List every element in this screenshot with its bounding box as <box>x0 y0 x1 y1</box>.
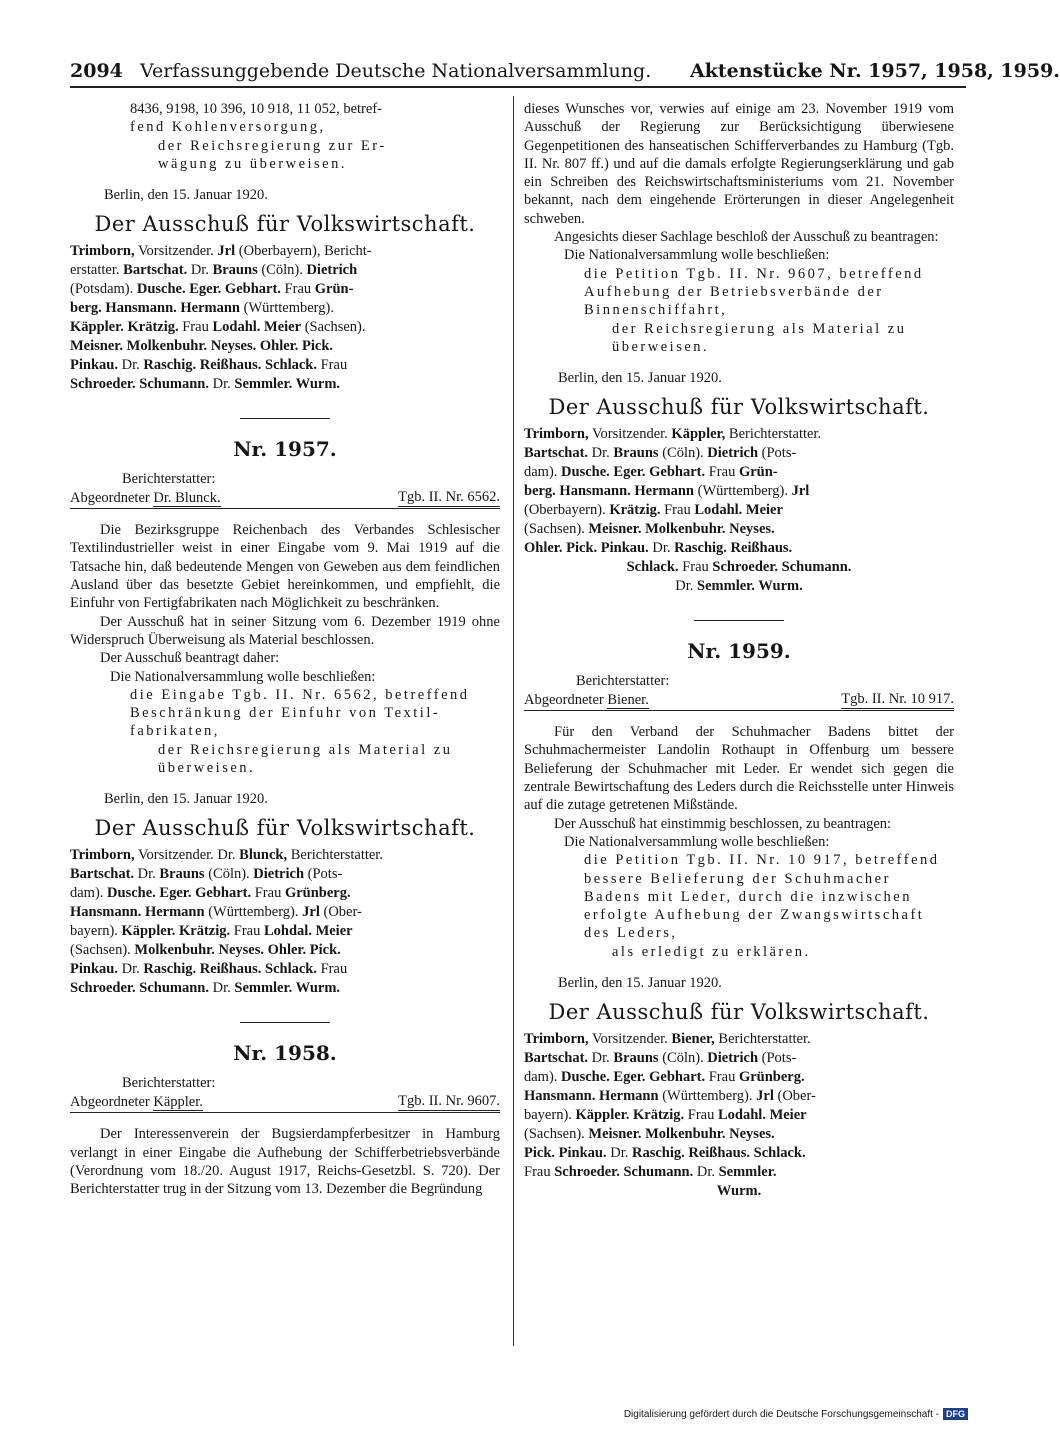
rapporteur-name: Dr. Blunck. <box>153 490 221 507</box>
body-paragraph: Für den Verband der Schuhmacher Badens bittet der Schuhmachermeister Landolin Rothaupt in Offenburg um bessere Belieferung der Schuhmacher mit Leder. Er wendet sich gegen die zentrale Bewirtschaftung des Leders durch die Reichsstelle unter Hinweis auf die zutage getretenen Mißstände. <box>524 724 954 814</box>
rapporteur-label: Berichterstatter: <box>122 471 216 488</box>
journal-number: Tgb. II. Nr. 10 917. <box>841 691 954 708</box>
journal-number: Tgb. II. Nr. 9607. <box>398 1093 500 1110</box>
section-title-1958: Nr. 1958. <box>233 1041 337 1066</box>
petition-line: Binnenschiffahrt, <box>584 302 728 319</box>
body-paragraph: Die Bezirksgruppe Reichenbach des Verbandes Schlesischer Textilindustrieller weist in einer Eingabe vom 9. Mai 1919 auf die Tatsache hin, daß bedeutende Mengen von Geweben aus dem feindlichen Ausland über das besetzte Gebiet hereinkommen, und empfiehlt, die Einfuhr von Fertigfabrikaten nach Möglichkeit zu beschränken. <box>70 522 500 612</box>
header-rule <box>70 86 966 88</box>
petition-line: die Eingabe Tgb. II. Nr. 6562, betreffend <box>130 686 470 703</box>
petition-line: als erledigt zu erklären. <box>612 943 811 960</box>
body-paragraph: dieses Wunsches vor, verwies auf einige am 23. November 1919 vom Ausschuß der Regierung zur Berücksichtigung überwiesene Gegenpetitionen des hanseatischen Schifferverbandes zu Hamburg (Tgb. II. Nr. 807 ff.) und auf die damals erfolgte Regierungserklärung und gab ein Schreiben des Reichswirtschaftsministeriums vom 21. November bekannt, nach dem eingehende Erörterungen in dieser Angelegenheit schweben. <box>524 101 954 227</box>
digitization-credit <box>624 1408 968 1420</box>
intro-subject: fend Kohlenversorgung, <box>130 119 326 136</box>
intro-referral-1: der Reichsregierung zur Er- <box>158 137 387 154</box>
rapporteur-line: Abgeordneter Käppler. Tgb. II. Nr. 9607. <box>70 1092 500 1113</box>
rapporteur-line: Abgeordneter Dr. Blunck. Tgb. II. Nr. 6562. <box>70 488 500 509</box>
referral-line: der Reichsregierung als Material zu <box>158 741 453 758</box>
journal-number: Tgb. II. Nr. 6562. <box>398 489 500 506</box>
page-header <box>70 60 1060 84</box>
section-divider <box>240 1022 330 1023</box>
section-title-1957: Nr. 1957. <box>233 437 337 462</box>
column-divider <box>513 96 514 1346</box>
committee-heading: Der Ausschuß für Volkswirtschaft. <box>548 1000 930 1025</box>
page-number: 2094 <box>70 60 123 82</box>
committee-members: Trimborn, Vorsitzender. Biener, Berichterstatter. Bartschat. Dr. Brauns (Cöln). Dietrich (Pots- dam). Dusche. Eger. Gebhart. Frau Grünberg. Hansmann. Hermann (Württemberg). Jrl (Ober- bayern). Käppler. Krätzig. Frau Lodahl. Meier (Sachsen). Meisner. Molkenbuhr. Neyses. Pick. Pinkau. Dr. Raschig. Reißhaus. Schlack. Frau Schroeder. Schumann. Dr. Semmler. Wurm. <box>524 1031 816 1200</box>
petition-line: fabrikaten, <box>130 723 220 740</box>
section-title: Aktenstücke Nr. 1957, 1958, 1959. <box>690 60 1060 82</box>
intro-referral-2: wägung zu überweisen. <box>158 155 347 172</box>
petition-line: erfolgte Aufhebung der Zwangswirtschaft <box>584 907 925 924</box>
petition-line: des Leders, <box>584 925 678 942</box>
committee-heading: Der Ausschuß für Volkswirtschaft. <box>94 212 476 237</box>
referral-line: der Reichsregierung als Material zu <box>612 320 907 337</box>
rapporteur-name: Käppler. <box>153 1094 203 1111</box>
left-column <box>70 100 500 1199</box>
committee-heading: Der Ausschuß für Volkswirtschaft. <box>548 395 930 420</box>
body-paragraph: Angesichts dieser Sachlage beschloß der Ausschuß zu beantragen: <box>554 229 939 246</box>
section-title-1959: Nr. 1959. <box>687 639 791 664</box>
rapporteur-line: Abgeordneter Biener. Tgb. II. Nr. 10 917. <box>524 690 954 711</box>
petition-line: die Petition Tgb. II. Nr. 9607, betreffend <box>584 265 924 282</box>
body-paragraph: Der Ausschuß beantragt daher: <box>100 650 280 667</box>
credit-text: Digitalisierung gefördert durch die Deutsche Forschungsgemeinschaft - <box>623 1408 939 1420</box>
body-paragraph: Der Ausschuß hat einstimmig beschlossen, zu beantragen: <box>554 815 892 832</box>
publication-title: Verfassunggebende Deutsche Nationalversammlung. <box>140 60 652 82</box>
referral-line: überweisen. <box>158 760 256 777</box>
petition-line: Badens mit Leder, durch die inzwischen <box>584 888 912 905</box>
date-line: Berlin, den 15. Januar 1920. <box>104 791 268 808</box>
rapporteur-label: Berichterstatter: <box>122 1075 216 1092</box>
date-line: Berlin, den 15. Januar 1920. <box>558 975 722 992</box>
date-line: Berlin, den 15. Januar 1920. <box>104 187 268 204</box>
intro-numbers: 8436, 9198, 10 396, 10 918, 11 052, betref- <box>130 101 382 117</box>
petition-line: bessere Belieferung der Schuhmacher <box>584 870 891 887</box>
rapporteur-name: Biener. <box>607 692 649 709</box>
rapporteur-label: Berichterstatter: <box>576 673 670 690</box>
date-line: Berlin, den 15. Januar 1920. <box>558 370 722 387</box>
motion-line: Die Nationalversammlung wolle beschließen: <box>564 247 830 264</box>
committee-heading: Der Ausschuß für Volkswirtschaft. <box>94 816 476 841</box>
committee-members: Trimborn, Vorsitzender. Jrl (Oberbayern), Bericht- erstatter. Bartschat. Dr. Brauns (Cöln). Dietrich (Potsdam). Dusche. Eger. Gebhart. Frau Grün- berg. Hansmann. Hermann (Württemberg). Käppler. Krätzig. Frau Lodahl. Meier (Sachsen). Meisner. Molkenbuhr. Neyses. Ohler. Pick. Pinkau. Dr. Raschig. Reißhaus. Schlack. Frau Schroeder. Schumann. Dr. Semmler. Wurm. <box>70 243 372 393</box>
referral-line: überweisen. <box>612 338 710 355</box>
section-divider <box>240 418 330 419</box>
committee-members: Trimborn, Vorsitzender. Dr. Blunck, Berichterstatter. Bartschat. Dr. Brauns (Cöln). Dietrich (Pots- dam). Dusche. Eger. Gebhart. Frau Grünberg. Hansmann. Hermann (Württemberg). Jrl (Ober- bayern). Käppler. Krätzig. Frau Lohdal. Meier (Sachsen). Molkenbuhr. Neyses. Ohler. Pick. Pinkau. Dr. Raschig. Reißhaus. Schlack. Frau Schroeder. Schumann. Dr. Semmler. Wurm. <box>70 847 383 997</box>
petition-line: Beschränkung der Einfuhr von Textil- <box>130 705 441 722</box>
dfg-logo-icon: DFG <box>943 1408 968 1420</box>
petition-line: die Petition Tgb. II. Nr. 10 917, betreffend <box>584 852 940 869</box>
body-paragraph: Der Ausschuß hat in seiner Sitzung vom 6. Dezember 1919 ohne Widerspruch Überweisung als Material beschlossen. <box>70 613 500 648</box>
section-divider <box>694 620 784 621</box>
right-column <box>524 100 954 1201</box>
petition-line: Aufhebung der Betriebsverbände der <box>584 283 884 300</box>
motion-line: Die Nationalversammlung wolle beschließen: <box>110 668 376 685</box>
body-paragraph: Der Interessenverein der Bugsierdampferbesitzer in Hamburg verlangt in einer Eingabe die Aufhebung der Schifferbetriebsverbände (Verordnung vom 18./20. August 1917, Reichs-Gesetzbl. S. 720). Der Berichterstatter trug in der Sitzung vom 13. Dezember die Begründung <box>70 1126 500 1198</box>
committee-members: Trimborn, Vorsitzender. Käppler, Berichterstatter. Bartschat. Dr. Brauns (Cöln). Dietrich (Pots- dam). Dusche. Eger. Gebhart. Frau Grün- berg. Hansmann. Hermann (Württemberg). Jrl (Oberbayern). Krätzig. Frau Lodahl. Meier (Sachsen). Meisner. Molkenbuhr. Neyses. Ohler. Pick. Pinkau. Dr. Raschig. Reißhaus. Schlack. Frau Schroeder. Schumann. Dr. Semmler. Wurm. <box>524 426 852 595</box>
motion-line: Die Nationalversammlung wolle beschließen: <box>564 833 830 850</box>
